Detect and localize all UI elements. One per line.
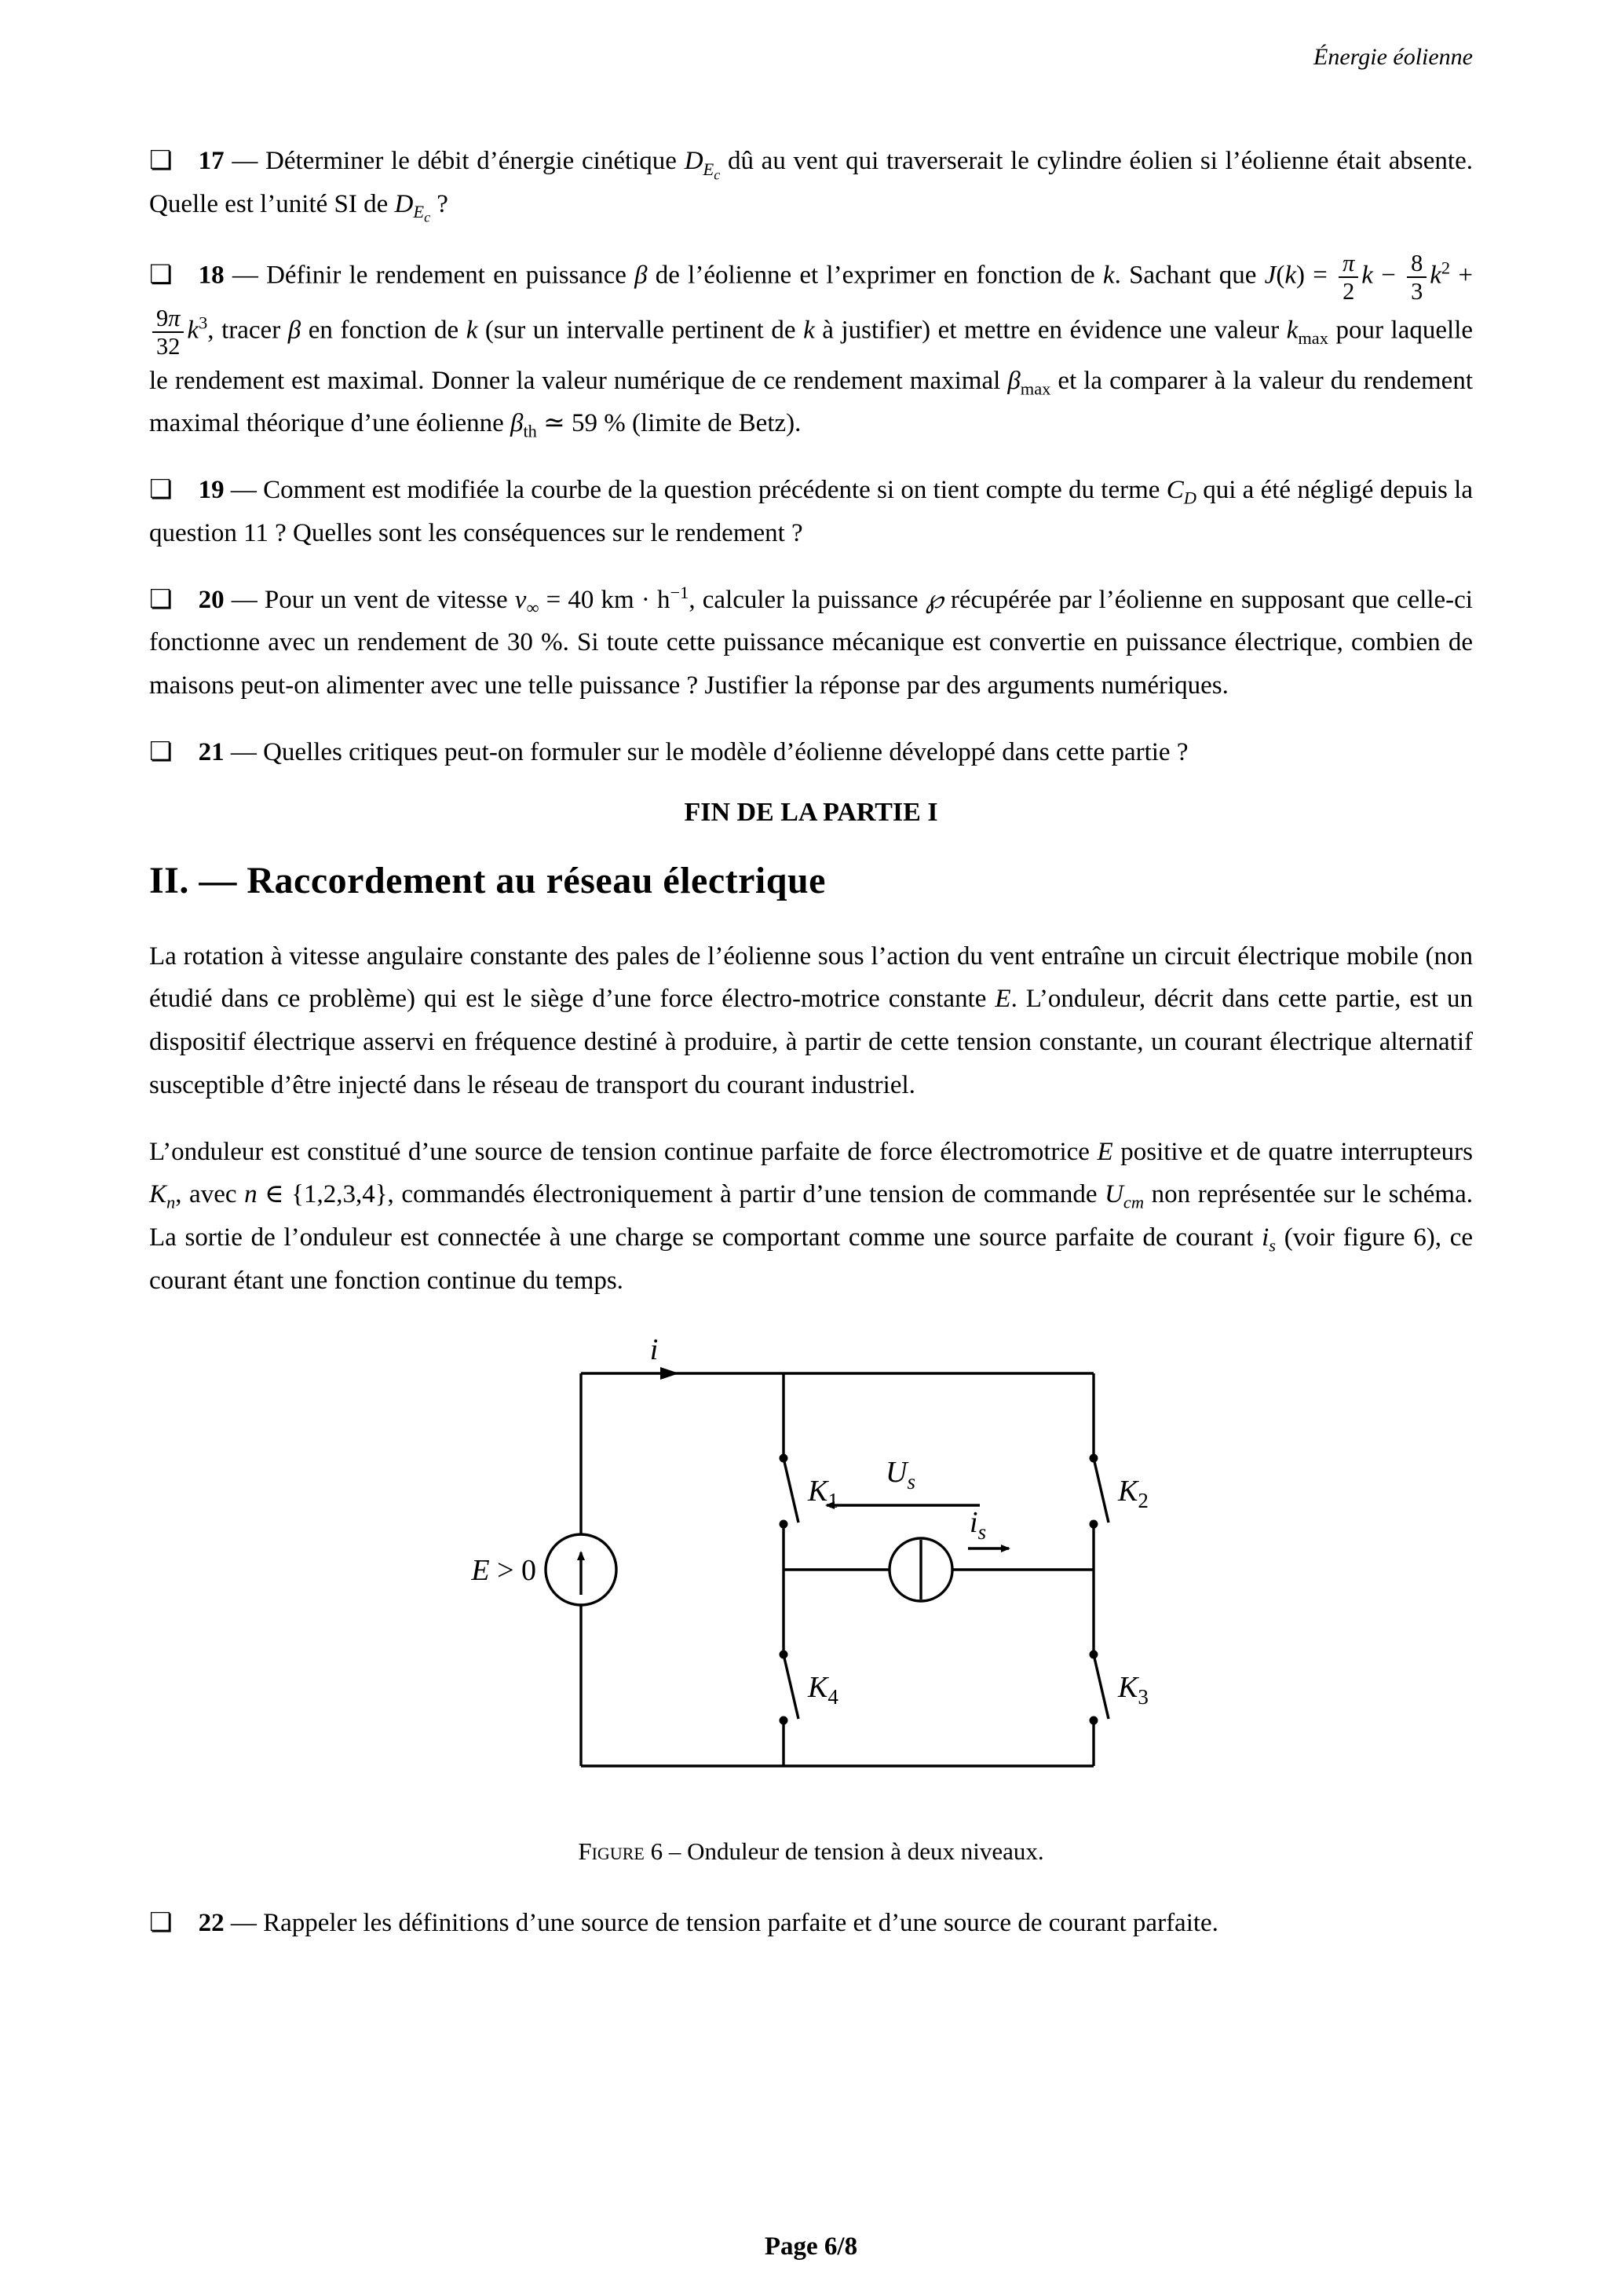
intro-paragraph-2: L’onduleur est constitué d’une source de tension continue parfaite de force électromotrice E positive et de quatre interrupteurs $K_n$, avec n ∈ {1,2,3,4}, commandés électroniquement à partir d’une tension de commande $U_{cm}$ non représentée sur le schéma. La sortie de l’onduleur est connectée à une charge se comportant comme une source parfaite de courant $i_s$ (voir figure 6), ce courant étant une fonction continue du temps.	[149, 1137, 1473, 1296]
current-source	[890, 1538, 952, 1601]
page-number: Page 6/8	[764, 2232, 858, 2261]
current-direction-arrow-icon	[660, 1367, 679, 1380]
switch-k4	[780, 1650, 799, 1724]
figure-6	[149, 1326, 1473, 1866]
label-k2: K2	[1118, 1474, 1149, 1512]
question-21: ❏ 21 — Quelles critiques peut-on formuler sur le modèle d’éolienne développé dans cette partie ?	[149, 737, 1189, 766]
voltage-source	[546, 1534, 616, 1605]
label-i: i	[649, 1333, 659, 1366]
question-19: ❏ 19 — Comment est modifiée la courbe de la question précédente si on tient compte du terme $C_D$ qui a été négligé depuis la question 11 ? Quelles sont les conséquences sur le rendement ?	[149, 476, 1473, 547]
question-18: ❏ 18 — Définir le rendement en puissance β de l’éolienne et l’exprimer en fonction de k. Sachant que J(k) = $\frac{\pi}{2}$ k − $\frac{8}{3}$ $k^2$ + $\frac{9\pi}{32}$ $k^3$, tracer β en fonction de k (sur un intervalle pertinent de k à justifier) et mettre en évidence une valeur $k_{max}$ pour laquelle le rendement est maximal. Donner la valeur numérique de ce rendement maximal $\beta_{max}$ et la comparer à la valeur du rendement maximal théorique d’une éolienne $\beta_{th}$ ≃ 59 % (limite de Betz).	[149, 249, 1474, 441]
label-e-positive: E > 0	[471, 1553, 536, 1587]
part-end-heading: FIN DE LA PARTIE I	[684, 797, 938, 827]
question-20: ❏ 20 — Pour un vent de vitesse $v_\infty = 40$ km · $h^{-1}$, calculer la puissance ℘ récupérée par l’éolienne en supposant que celle-ci fonctionne avec un rendement de 30 %. Si toute cette puissance mécanique est convertie en puissance électrique, combien de maisons peut-on alimenter avec une telle puissance ? Justifier la réponse par des arguments numériques.	[149, 582, 1473, 700]
label-k4: K4	[808, 1670, 838, 1709]
switch-k3	[1090, 1650, 1109, 1724]
label-is: is	[970, 1505, 987, 1544]
label-us: Us	[886, 1455, 915, 1493]
circuit-diagram	[418, 1326, 1204, 1813]
intro-paragraph-1: La rotation à vitesse angulaire constante des pales de l’éolienne sous l’action du vent entraîne un circuit électrique mobile (non étudié dans ce problème) qui est le siège d’une force électro-motrice constante E. L’onduleur, décrit dans cette partie, est un dispositif électrique asservi en fréquence destiné à produire, à partir de cette tension constante, un courant électrique alternatif susceptible d’être injecté dans le réseau de transport du courant industriel.	[149, 941, 1473, 1099]
question-22: ❏ 22 — Rappeler les définitions d’une source de tension parfaite et d’une source de courant parfaite.	[149, 1908, 1218, 1937]
switch-k2	[1090, 1453, 1109, 1528]
label-k1: K1	[808, 1474, 838, 1512]
question-17: ❏ 17 — Déterminer le débit d’énergie cinétique $D_{E_c}$ dû au vent qui traverserait le cylindre éolien si l’éolienne était absente. Quelle est l’unité SI de $D_{E_c}$ ?	[149, 147, 1473, 225]
label-k3: K3	[1118, 1670, 1149, 1709]
figure-caption: Figure 6 – Onduleur de tension à deux niveaux.	[578, 1837, 1044, 1865]
running-title: Énergie éolienne	[1313, 44, 1473, 70]
switch-k1	[780, 1453, 799, 1528]
section-heading: II. — Raccordement au réseau électrique	[149, 859, 826, 901]
